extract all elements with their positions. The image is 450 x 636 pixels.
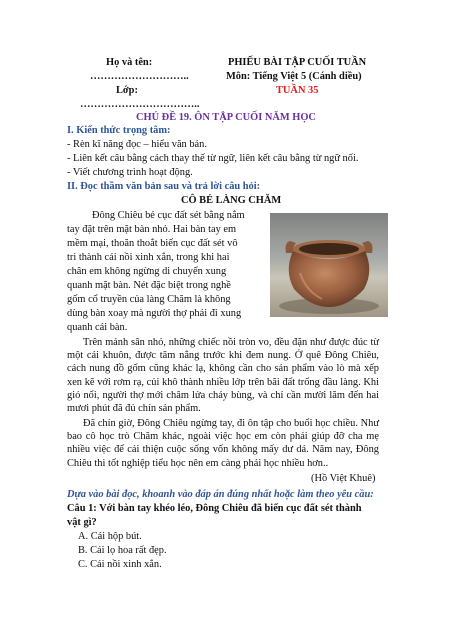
question1-line2: vật gì? xyxy=(67,517,97,528)
question1-line1: Câu 1: Với bàn tay khéo léo, Đông Chiêu đã biến cục đất sét thành xyxy=(67,503,362,514)
clay-pot-photo xyxy=(270,213,388,317)
story-title: CÔ BÉ LÀNG CHĂM xyxy=(181,195,282,206)
section1-item: - Liên kết câu bằng cách thay thế từ ngữ, liên kết câu bằng từ ngữ nối. xyxy=(67,153,359,164)
author-credit: (Hồ Việt Khuê) xyxy=(311,473,376,484)
paragraph1-line: tay đặt trên mặt bàn nhỏ. Hai bàn tay em xyxy=(67,224,237,235)
paragraph1-line: gốm cổ truyền của làng Chăm là không xyxy=(67,294,231,305)
answer-option-b[interactable]: B. Cái lọ hoa rất đẹp. xyxy=(78,545,167,556)
section1-heading: I. Kiến thức trọng tâm: xyxy=(67,125,171,136)
paragraph1-line: chân em không ngừng di chuyển xung xyxy=(67,266,227,277)
paragraph1-line: mềm mại, thoăn thoắt biến cục đất sét vô xyxy=(67,238,238,249)
paragraph2: Trên mảnh sân nhỏ, những chiếc nồi tròn vo, đều đặn như được đúc từ một cái khuôn, được tăm nắng trước khi đem nung. Ở quê Đông Chiêu, cách nung đồ gốm cũng khác lạ, không cần cho sản phẩm vào lò mà xếp xen kẽ với rơm rạ, củi khô thành nhiều lớp trên bãi đất trống đầu làng. Khi gió nổi, người thợ mới châm lửa cháy bùng, và chỉ cần mười lăm đến hai mươi phút đã đủ chín sản phẩm. xyxy=(67,337,379,415)
name-dots: ……………………….. xyxy=(90,71,189,82)
sheet-title: PHIẾU BÀI TẬP CUỐI TUẦN xyxy=(228,57,367,68)
answer-option-c[interactable]: C. Cái nồi xinh xắn. xyxy=(78,559,162,570)
paragraph1-line: dùng bàn xoay mà người thợ phải đi xung xyxy=(67,308,242,319)
section1-item: - Viết chương trình hoạt động. xyxy=(67,167,193,178)
name-label: Họ và tên: xyxy=(106,57,153,68)
paragraph1-line: quanh cái bàn. xyxy=(67,322,128,333)
instruction-text: Dựa vào bài đọc, khoanh vào đáp án đúng nhất hoặc làm theo yêu cầu: xyxy=(67,489,374,500)
paragraph1-line: tri thành cái nồi xinh xắn, trong khi hai xyxy=(67,252,230,263)
section2-heading: II. Đọc thầm văn bản sau và trả lời câu hỏi: xyxy=(67,181,261,192)
paragraph1-line: Đông Chiêu bẻ cục đất sét bằng nắm xyxy=(92,210,245,221)
paragraph3: Đã chín giờ, Đông Chiêu ngừng tay, đi ôn tập cho buổi học chiều. Như bao cô học trò Chăm khác, ngoài việc học em còn phải giúp đỡ cha mẹ nhiều việc để cải thiện cuộc sống vốn không mấy dư dả. Năm nay, Đông Chiêu thi tốt nghiệp tiểu học nên em càng phải học nhiều hơn.. xyxy=(67,418,379,469)
answer-option-a[interactable]: A. Cái hộp bút. xyxy=(78,531,142,542)
section1-item: - Rèn kĩ năng đọc – hiểu văn bản. xyxy=(67,139,207,150)
paragraph1-line: quanh mặt bàn. Nét đặc biệt trong nghề xyxy=(67,280,231,291)
topic-title: CHỦ ĐỀ 19. ÔN TẬP CUỐI NĂM HỌC xyxy=(136,112,316,123)
class-dots: …………………………….. xyxy=(80,99,200,110)
class-label: Lớp: xyxy=(116,85,138,96)
week-label: TUẦN 35 xyxy=(276,85,319,96)
subject-line: Môn: Tiếng Việt 5 (Cánh diều) xyxy=(226,71,362,82)
clay-pot-icon xyxy=(270,213,388,317)
